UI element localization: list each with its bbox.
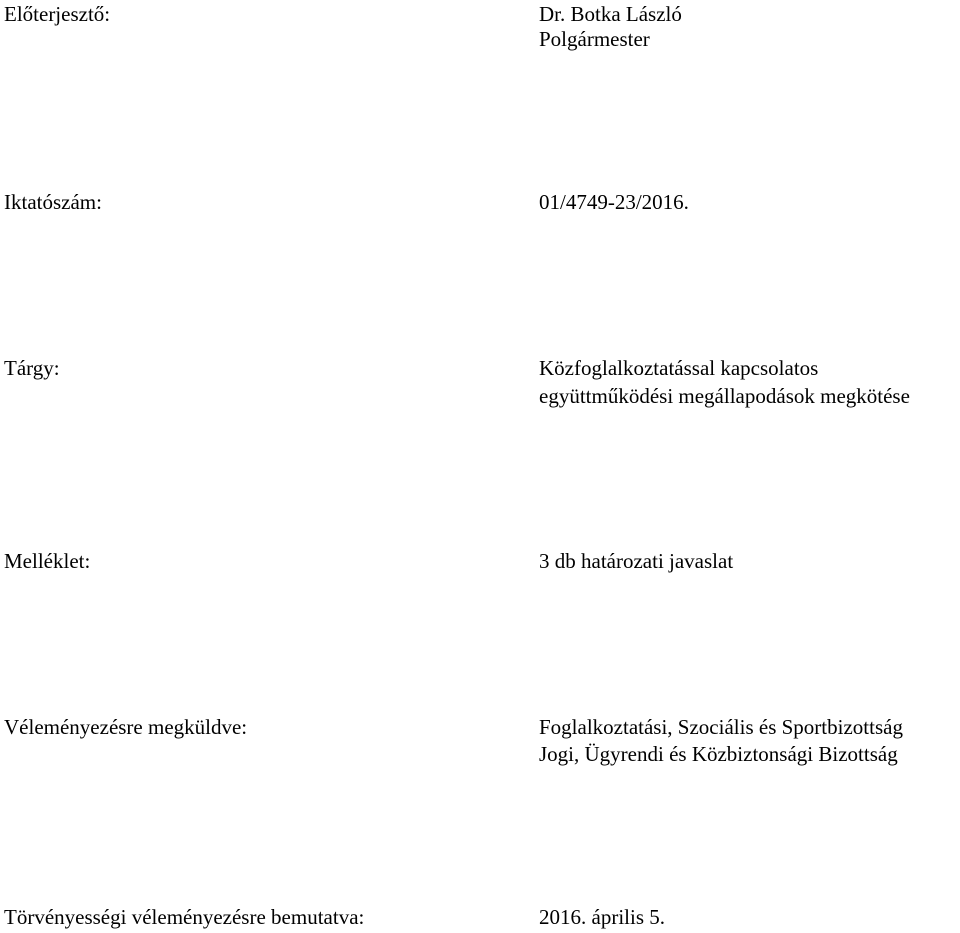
committee-2: Jogi, Ügyrendi és Közbiztonsági Bizottság <box>539 742 898 766</box>
attachment-label: Melléklet: <box>4 549 91 573</box>
subject-line-2: együttműködési megállapodások megkötése <box>539 384 910 408</box>
legality-review-label: Törvényességi véleményezésre bemutatva: <box>4 905 365 929</box>
subject-line-1: Közfoglalkoztatással kapcsolatos <box>539 356 819 380</box>
presenter-name: Dr. Botka László <box>539 2 682 26</box>
registry-number-value: 01/4749-23/2016. <box>539 190 689 214</box>
legality-review-date: 2016. április 5. <box>539 905 665 929</box>
presenter-label: Előterjesztő: <box>4 2 111 26</box>
sent-for-opinion-label: Véleményezésre megküldve: <box>4 715 248 739</box>
subject-label: Tárgy: <box>4 356 60 380</box>
presenter-title: Polgármester <box>539 27 650 51</box>
registry-number-label: Iktatószám: <box>4 190 102 214</box>
committee-1: Foglalkoztatási, Szociális és Sportbizottság <box>539 715 903 739</box>
attachment-value: 3 db határozati javaslat <box>539 549 734 573</box>
